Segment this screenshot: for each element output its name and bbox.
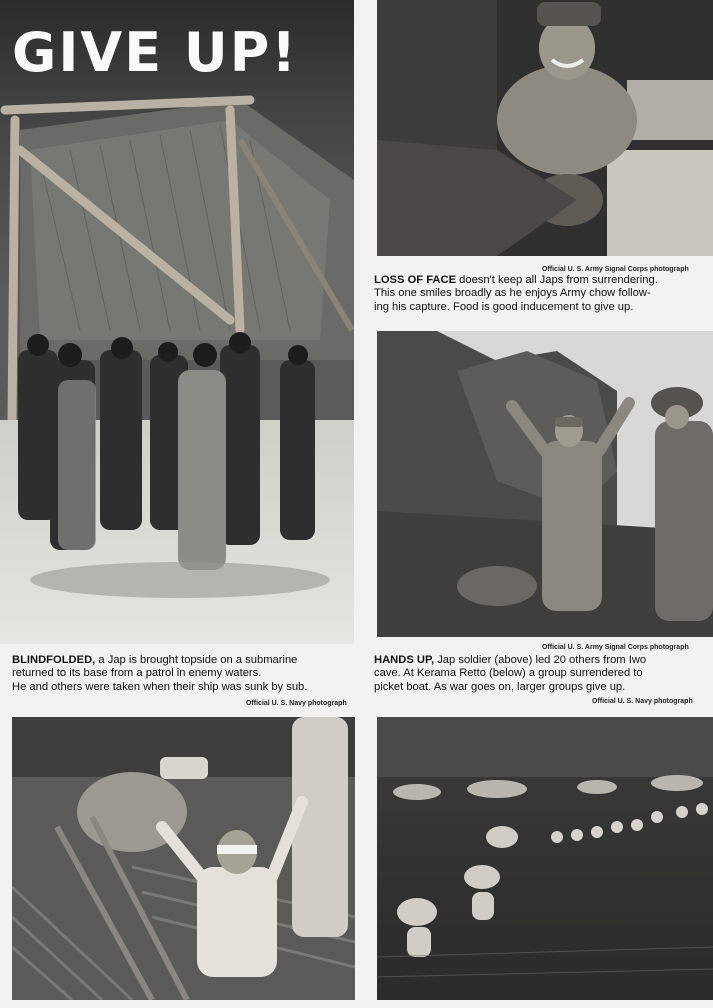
photo-prisoners-walking [0, 0, 354, 644]
hands-up-image [377, 331, 713, 637]
page-title: GIVE UP! [12, 21, 298, 84]
caption-line: doesn't keep all Japs from surrendering. [456, 274, 658, 286]
caption-hands-up [374, 654, 704, 694]
caption-line: cave. At Kerama Retto (below) a group surrendered to [374, 667, 643, 680]
credit-army-signal-corps-2: Official U. S. Army Signal Corps photograph [542, 644, 689, 651]
credit-navy-2: Official U. S. Navy photograph [592, 698, 693, 705]
caption-lead: HANDS UP, [374, 654, 435, 666]
caption-loss-of-face [374, 274, 704, 314]
credit-navy-1: Official U. S. Navy photograph [246, 700, 347, 707]
caption-lead: BLINDFOLDED, [12, 654, 96, 666]
prisoners-walking-image [0, 0, 354, 644]
caption-line: This one smiles broadly as he enjoys Army chow follow- [374, 287, 651, 300]
group-wading-image [377, 717, 713, 1000]
caption-lead: LOSS OF FACE [374, 274, 457, 286]
photo-group-wading [377, 717, 713, 1000]
caption-line: returned to its base from a patrol in enemy waters. [12, 667, 262, 680]
caption-line: a Jap is brought topside on a submarine [95, 654, 298, 666]
caption-line: ing his capture. Food is good inducement to give up. [374, 300, 634, 313]
credit-army-signal-corps-1: Official U. S. Army Signal Corps photograph [542, 266, 689, 273]
caption-line: Jap soldier (above) led 20 others from Iwo [434, 654, 647, 666]
smiling-prisoner-image [377, 0, 713, 256]
caption-blindfolded [12, 654, 352, 694]
caption-line: picket boat. As war goes on, larger groups give up. [374, 680, 626, 693]
blindfolded-topside-image [12, 717, 355, 1000]
photo-smiling-prisoner [377, 0, 713, 256]
photo-hands-up [377, 331, 713, 637]
caption-line: He and others were taken when their ship was sunk by sub. [12, 680, 308, 693]
photo-blindfolded-topside [12, 717, 355, 1000]
